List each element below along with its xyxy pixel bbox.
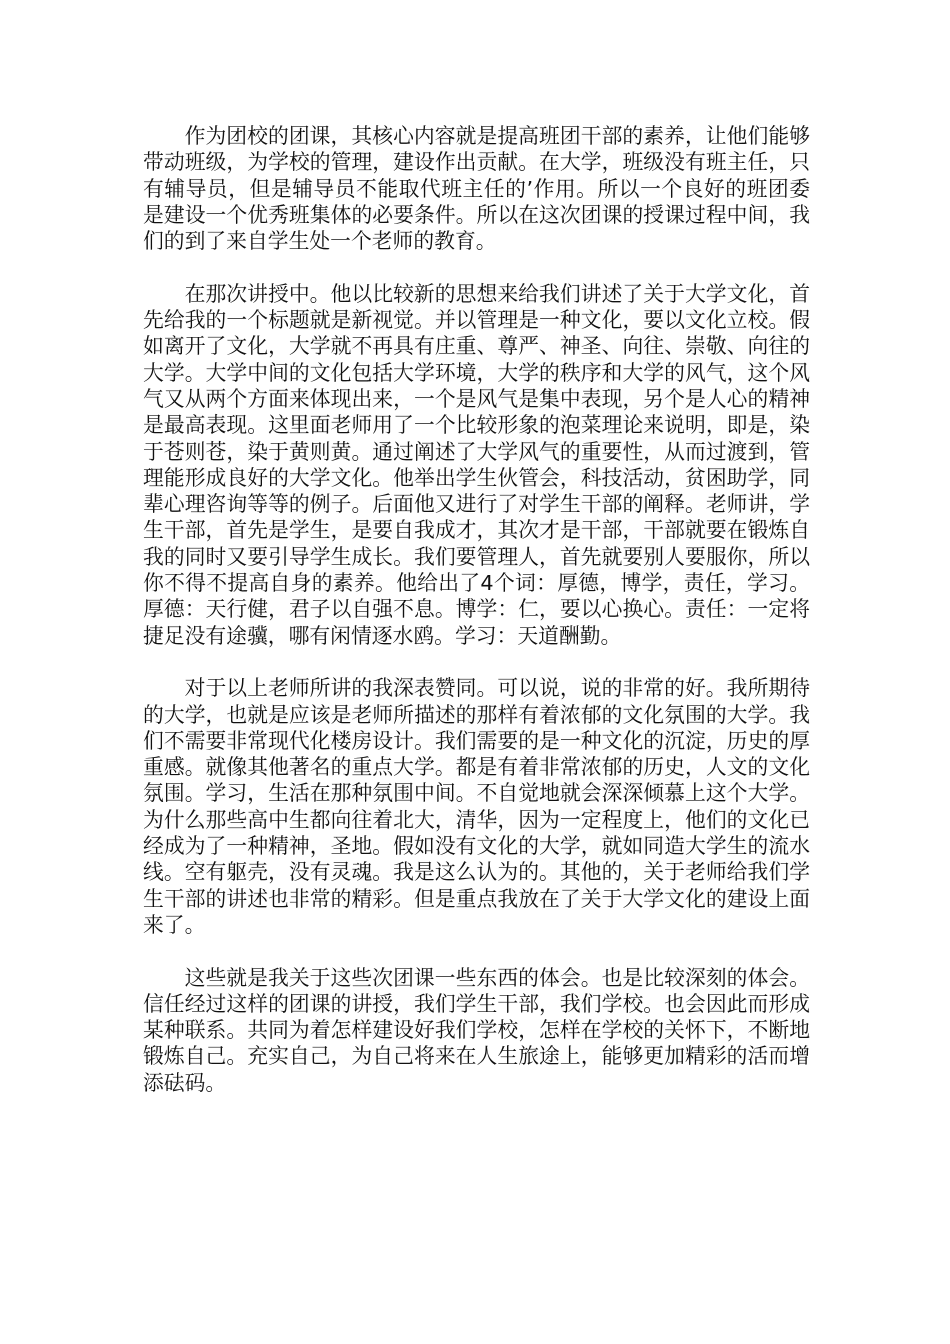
paragraph-3: 对于以上老师所讲的我深表赞同。可以说，说的非常的好。我所期待的大学，也就是应该是老师所描述的那样有着浓郁的文化氛围的大学。我们不需要非常现代化楼房设计。我们需要的是一种文化的沉淀，历史的厚重感。就像其他著名的重点大学。都是有着非常浓郁的历史，人文的文化氛围。学习，生活在那种氛围中间。不自觉地就会深深倾慕上这个大学。为什么那些高中生都向往着北大，清华，因为一定程度上，他们的文化已经成为了一种精神，圣地。假如没有文化的大学，就如同造大学生的流水线。空有躯壳，没有灵魂。我是这么认为的。其他的，关于老师给我们学生干部的讲述也非常的精彩。但是重点我放在了关于大学文化的建设上面来了。 bbox=[143, 676, 810, 937]
document-body bbox=[143, 123, 810, 1096]
paragraph-1: 作为团校的团课，其核心内容就是提高班团干部的素养，让他们能够带动班级，为学校的管理，建设作出贡献。在大学，班级没有班主任，只有辅导员，但是辅导员不能取代班主任的’作用。所以一个良好的班团委是建设一个优秀班集体的必要条件。所以在这次团课的授课过程中间，我们的到了来自学生处一个老师的教育。 bbox=[143, 124, 810, 254]
paragraph-4: 这些就是我关于这些次团课一些东西的体会。也是比较深刻的体会。信任经过这样的团课的讲授，我们学生干部，我们学校。也会因此而形成某种联系。共同为着怎样建设好我们学校，怎样在学校的关怀下，不断地锻炼自己。充实自己，为自己将来在人生旅途上，能够更加精彩的活而增添砝码。 bbox=[143, 965, 810, 1095]
paragraph-2: 在那次讲授中。他以比较新的思想来给我们讲述了关于大学文化，首先给我的一个标题就是新视觉。并以管理是一种文化，要以文化立校。假如离开了文化，大学就不再具有庄重、尊严、神圣、向往、崇敬、向往的大学。大学中间的文化包括大学环境，大学的秩序和大学的风气，这个风气又从两个方面来体现出来，一个是风气是集中表现，另个是人心的精神是最高表现。这里面老师用了一个比较形象的泡菜理论来说明，即是，染于苍则苍，染于黄则黄。通过阐述了大学风气的重要性，从而过渡到，管理能形成良好的大学文化。他举出学生伙管会，科技活动，贫困助学，同辈心理咨询等等的例子。后面他又进行了对学生干部的阐释。老师讲，学生干部，首先是学生，是要自我成才，其次才是干部，干部就要在锻炼自我的同时又要引导学生成长。我们要管理人，首先就要别人要服你，所以你不得不提高自身的素养。他给出了4个词：厚德，博学，责任，学习。厚德：天行健，君子以自强不息。博学：仁，要以心换心。责任：一定将捷足没有途骥，哪有闲情逐水鸥。学习：天道酬勤。 bbox=[143, 281, 810, 648]
